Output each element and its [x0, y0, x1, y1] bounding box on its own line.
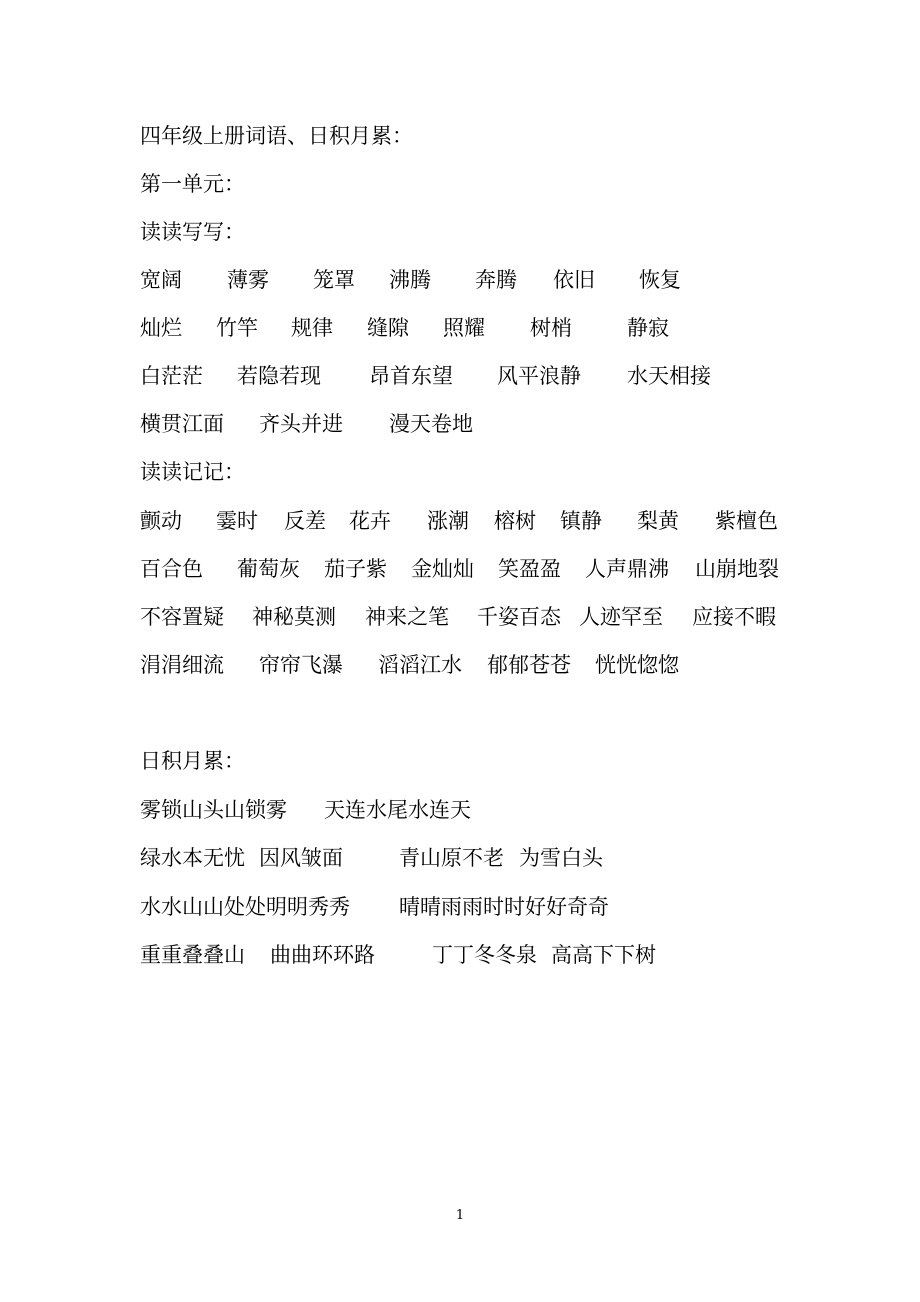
vocab-word: 缝隙 [367, 316, 409, 340]
proverb-phrase: 天连水尾水连天 [324, 798, 471, 822]
vocab-word: 竹竿 [216, 316, 258, 340]
vocab-word: 白茫茫 [140, 364, 203, 388]
proverb-phrase: 雾锁山头山锁雾 [140, 798, 287, 822]
vocab-word: 奔腾 [475, 268, 517, 292]
vocab-word: 照耀 [443, 316, 485, 340]
vocab-word: 梨黄 [637, 509, 679, 533]
vocab-word: 水天相接 [627, 364, 711, 388]
proverb-phrase: 重重叠叠山 [140, 943, 245, 967]
vocab-word: 人声鼎沸 [585, 557, 669, 581]
vocab-word: 昂首东望 [369, 364, 453, 388]
vocab-word: 金灿灿 [411, 557, 474, 581]
vocab-word: 花卉 [349, 509, 391, 533]
page-number: 1 [455, 1208, 465, 1223]
vocab-word: 漫天卷地 [389, 412, 473, 436]
vocab-word: 神秘莫测 [252, 605, 336, 629]
proverb-phrase: 绿水本无忧 [140, 846, 245, 870]
vocab-word: 依旧 [553, 268, 595, 292]
proverb-phrase: 青山原不老 [399, 846, 504, 870]
vocab-word: 树梢 [530, 316, 572, 340]
read-remember-heading-text: 读读记记： [140, 460, 245, 484]
vocab-word: 横贯江面 [140, 412, 224, 436]
vocab-word: 紫檀色 [715, 509, 778, 533]
proverb-phrase: 高高下下树 [551, 943, 656, 967]
vocab-word: 葡萄灰 [237, 557, 300, 581]
vocab-word: 霎时 [216, 509, 258, 533]
vocab-word: 涓涓细流 [140, 653, 224, 677]
vocab-word: 郁郁苍苍 [487, 653, 571, 677]
vocab-word: 不容置疑 [140, 605, 224, 629]
vocab-word: 镇静 [560, 509, 602, 533]
proverb-phrase: 因风皱面 [259, 846, 343, 870]
unit-heading-text: 第一单元： [140, 172, 245, 196]
title-text: 四年级上册词语、日积月累： [140, 124, 413, 148]
vocab-word: 恍恍惚惚 [595, 653, 679, 677]
proverb-phrase: 为雪白头 [519, 846, 603, 870]
vocab-word: 沸腾 [389, 268, 431, 292]
vocab-word: 静寂 [627, 316, 669, 340]
vocab-word: 灿烂 [140, 316, 182, 340]
vocab-word: 齐头并进 [259, 412, 343, 436]
vocab-word: 颤动 [140, 509, 182, 533]
vocab-word: 涨潮 [427, 509, 469, 533]
vocab-word: 若隐若现 [237, 364, 321, 388]
vocab-word: 规律 [291, 316, 333, 340]
vocab-word: 人迹罕至 [579, 605, 663, 629]
vocab-word: 滔滔江水 [378, 653, 462, 677]
vocab-word: 茄子紫 [324, 557, 387, 581]
vocab-word: 榕树 [494, 509, 536, 533]
proverb-phrase: 丁丁冬冬泉 [432, 943, 537, 967]
proverb-phrase: 水水山山处处明明秀秀 [140, 895, 350, 919]
read-write-heading-text: 读读写写： [140, 220, 245, 244]
vocab-word: 反差 [284, 509, 326, 533]
vocab-word: 神来之笔 [365, 605, 449, 629]
vocab-word: 笑盈盈 [498, 557, 561, 581]
vocab-word: 风平浪静 [497, 364, 581, 388]
vocab-word: 百合色 [140, 557, 203, 581]
vocab-word: 恢复 [639, 268, 681, 292]
vocab-word: 山崩地裂 [695, 557, 779, 581]
vocab-word: 宽阔 [140, 268, 182, 292]
vocab-word: 薄雾 [227, 268, 269, 292]
proverb-phrase: 晴晴雨雨时时好好奇奇 [399, 895, 609, 919]
vocab-word: 千姿百态 [477, 605, 561, 629]
accumulation-heading-text: 日积月累： [140, 749, 245, 773]
vocab-word: 帘帘飞瀑 [259, 653, 343, 677]
proverb-phrase: 曲曲环环路 [270, 943, 375, 967]
vocab-word: 应接不暇 [692, 605, 776, 629]
vocab-word: 笼罩 [313, 268, 355, 292]
